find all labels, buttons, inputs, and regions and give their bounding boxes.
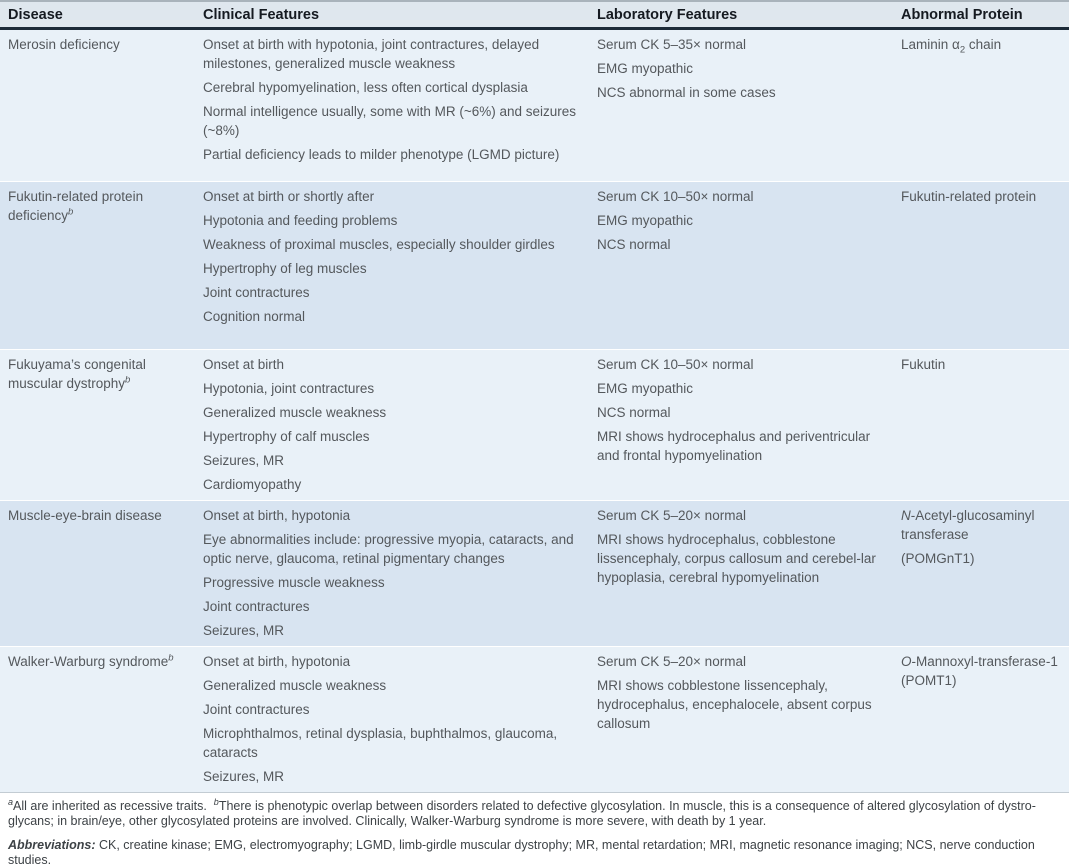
abnormal-protein-cell bbox=[901, 501, 1069, 646]
abnormal-protein-cell bbox=[901, 350, 1069, 500]
laboratory-features-cell bbox=[597, 182, 901, 349]
laboratory-feature-item: NCS normal bbox=[597, 237, 671, 252]
abnormal-protein-item: (POMGnT1) bbox=[901, 551, 975, 566]
table-body bbox=[0, 30, 1069, 793]
column-header-laboratory-features: Laboratory Features bbox=[597, 7, 738, 23]
clinical-feature-item: Onset at birth or shortly after bbox=[203, 189, 375, 204]
disease-name: Merosin deficiency bbox=[8, 37, 120, 52]
column-header-disease: Disease bbox=[8, 7, 63, 23]
clinical-feature-item: Onset at birth with hypotonia, joint contractures, delayed milestones, generalized muscle weakness bbox=[203, 37, 540, 71]
clinical-feature-item: Progressive muscle weakness bbox=[203, 575, 385, 590]
laboratory-feature-item: MRI shows cobblestone lissencephaly, hydrocephalus, encephalocele, absent corpus callosum bbox=[597, 678, 872, 731]
disease-name: Walker-Warburg syndrome$^b$ bbox=[8, 652, 174, 669]
laboratory-feature-item: EMG myopathic bbox=[597, 61, 694, 76]
laboratory-features-cell bbox=[597, 30, 901, 181]
table-row bbox=[0, 500, 1069, 646]
clinical-feature-item: Hypertrophy of calf muscles bbox=[203, 429, 370, 444]
clinical-feature-item: Hypotonia, joint contractures bbox=[203, 381, 375, 396]
clinical-feature-item: Hypertrophy of leg muscles bbox=[203, 261, 367, 276]
abnormal-protein-item: Laminin $\alpha_2$ chain bbox=[901, 37, 1002, 56]
column-header-abnormal-protein: Abnormal Protein bbox=[901, 7, 1023, 23]
abnormal-protein-cell bbox=[901, 647, 1069, 792]
laboratory-features-cell bbox=[597, 501, 901, 646]
clinical-feature-item: Joint contractures bbox=[203, 285, 310, 300]
clinical-feature-item: Onset at birth, hypotonia bbox=[203, 508, 351, 523]
footnote-abbreviations: Abbreviations: CK, creatine kinase; EMG, electromyography; LGMD, limb-girdle muscular dystrophy; MR, mental retardation; MRI, magnetic resonance imaging; NCS, nerve conduction studies. bbox=[8, 838, 1035, 867]
table-row bbox=[0, 181, 1069, 349]
laboratory-feature-item: NCS normal bbox=[597, 405, 671, 420]
laboratory-feature-item: NCS abnormal in some cases bbox=[597, 85, 776, 100]
laboratory-feature-item: MRI shows hydrocephalus and periventricular and frontal hypomyelination bbox=[597, 429, 871, 463]
disease-cell bbox=[0, 350, 203, 500]
laboratory-features-cell bbox=[597, 647, 901, 792]
clinical-feature-item: Seizures, MR bbox=[203, 623, 285, 638]
clinical-feature-item: Seizures, MR bbox=[203, 769, 285, 784]
abnormal-protein-item: O-Mannoxyl-transferase-1 (POMT1) bbox=[901, 654, 1058, 688]
clinical-feature-item: Hypotonia and feeding problems bbox=[203, 213, 398, 228]
clinical-features-cell bbox=[203, 182, 597, 349]
laboratory-feature-item: Serum CK 5–20× normal bbox=[597, 654, 746, 669]
disease-cell bbox=[0, 182, 203, 349]
abnormal-protein-item: Fukutin-related protein bbox=[901, 189, 1037, 204]
clinical-feature-item: Generalized muscle weakness bbox=[203, 405, 387, 420]
abnormal-protein-cell bbox=[901, 182, 1069, 349]
footnotes bbox=[0, 793, 1069, 867]
column-header-clinical-features: Clinical Features bbox=[203, 7, 320, 23]
clinical-feature-item: Microphthalmos, retinal dysplasia, buphthalmos, glaucoma, cataracts bbox=[203, 726, 558, 760]
clinical-features-cell bbox=[203, 501, 597, 646]
clinical-feature-item: Eye abnormalities include: progressive myopia, cataracts, and optic nerve, glaucoma, retinal pigmentary changes bbox=[203, 532, 574, 566]
table-header-row bbox=[0, 0, 1069, 30]
laboratory-feature-item: MRI shows hydrocephalus, cobblestone lissencephaly, corpus callosum and cerebel-lar hypoplasia, cerebral hypomyelination bbox=[597, 532, 876, 585]
table-row bbox=[0, 646, 1069, 793]
abnormal-protein-item: N-Acetyl-glucosaminyl transferase bbox=[901, 508, 1035, 542]
laboratory-feature-item: Serum CK 10–50× normal bbox=[597, 357, 754, 372]
laboratory-feature-item: EMG myopathic bbox=[597, 381, 694, 396]
clinical-features-cell bbox=[203, 30, 597, 181]
laboratory-feature-item: EMG myopathic bbox=[597, 213, 694, 228]
clinical-feature-item: Weakness of proximal muscles, especially shoulder girdles bbox=[203, 237, 555, 252]
clinical-feature-item: Onset at birth bbox=[203, 357, 285, 372]
laboratory-feature-item: Serum CK 5–35× normal bbox=[597, 37, 746, 52]
laboratory-feature-item: Serum CK 5–20× normal bbox=[597, 508, 746, 523]
clinical-features-cell bbox=[203, 350, 597, 500]
laboratory-features-cell bbox=[597, 350, 901, 500]
clinical-feature-item: Joint contractures bbox=[203, 599, 310, 614]
abnormal-protein-item: Fukutin bbox=[901, 357, 946, 372]
abnormal-protein-cell bbox=[901, 30, 1069, 181]
footnote-traits-overlap: $^a$All are inherited as recessive traits. $^b$There is phenotypic overlap between disorders related to defective glycosylation. In muscle, this is a consequence of altered glycosylation of dystro-glycans; in brain/eye, other glycosylated proteins are involved. Clinically, Walker-Warburg syndrome is more severe, with death by 1 year. bbox=[8, 796, 1036, 828]
clinical-feature-item: Normal intelligence usually, some with MR (~6%) and seizures (~8%) bbox=[203, 104, 577, 138]
disease-cell bbox=[0, 501, 203, 646]
clinical-feature-item: Cerebral hypomyelination, less often cortical dysplasia bbox=[203, 80, 528, 95]
disease-name: Fukutin-related protein deficiency$^b$ bbox=[8, 189, 144, 223]
table-row bbox=[0, 349, 1069, 500]
clinical-feature-item: Seizures, MR bbox=[203, 453, 285, 468]
clinical-feature-item: Partial deficiency leads to milder phenotype (LGMD picture) bbox=[203, 147, 560, 162]
disease-cell bbox=[0, 647, 203, 792]
clinical-feature-item: Joint contractures bbox=[203, 702, 310, 717]
clinical-feature-item: Generalized muscle weakness bbox=[203, 678, 387, 693]
laboratory-feature-item: Serum CK 10–50× normal bbox=[597, 189, 754, 204]
table-row bbox=[0, 30, 1069, 181]
disease-name: Muscle-eye-brain disease bbox=[8, 508, 162, 523]
clinical-features-cell bbox=[203, 647, 597, 792]
disease-cell bbox=[0, 30, 203, 181]
disease-name: Fukuyama’s congenital muscular dystrophy$^b$ bbox=[8, 357, 146, 391]
clinical-feature-item: Cardiomyopathy bbox=[203, 477, 302, 492]
clinical-feature-item: Onset at birth, hypotonia bbox=[203, 654, 351, 669]
clinical-feature-item: Cognition normal bbox=[203, 309, 306, 324]
